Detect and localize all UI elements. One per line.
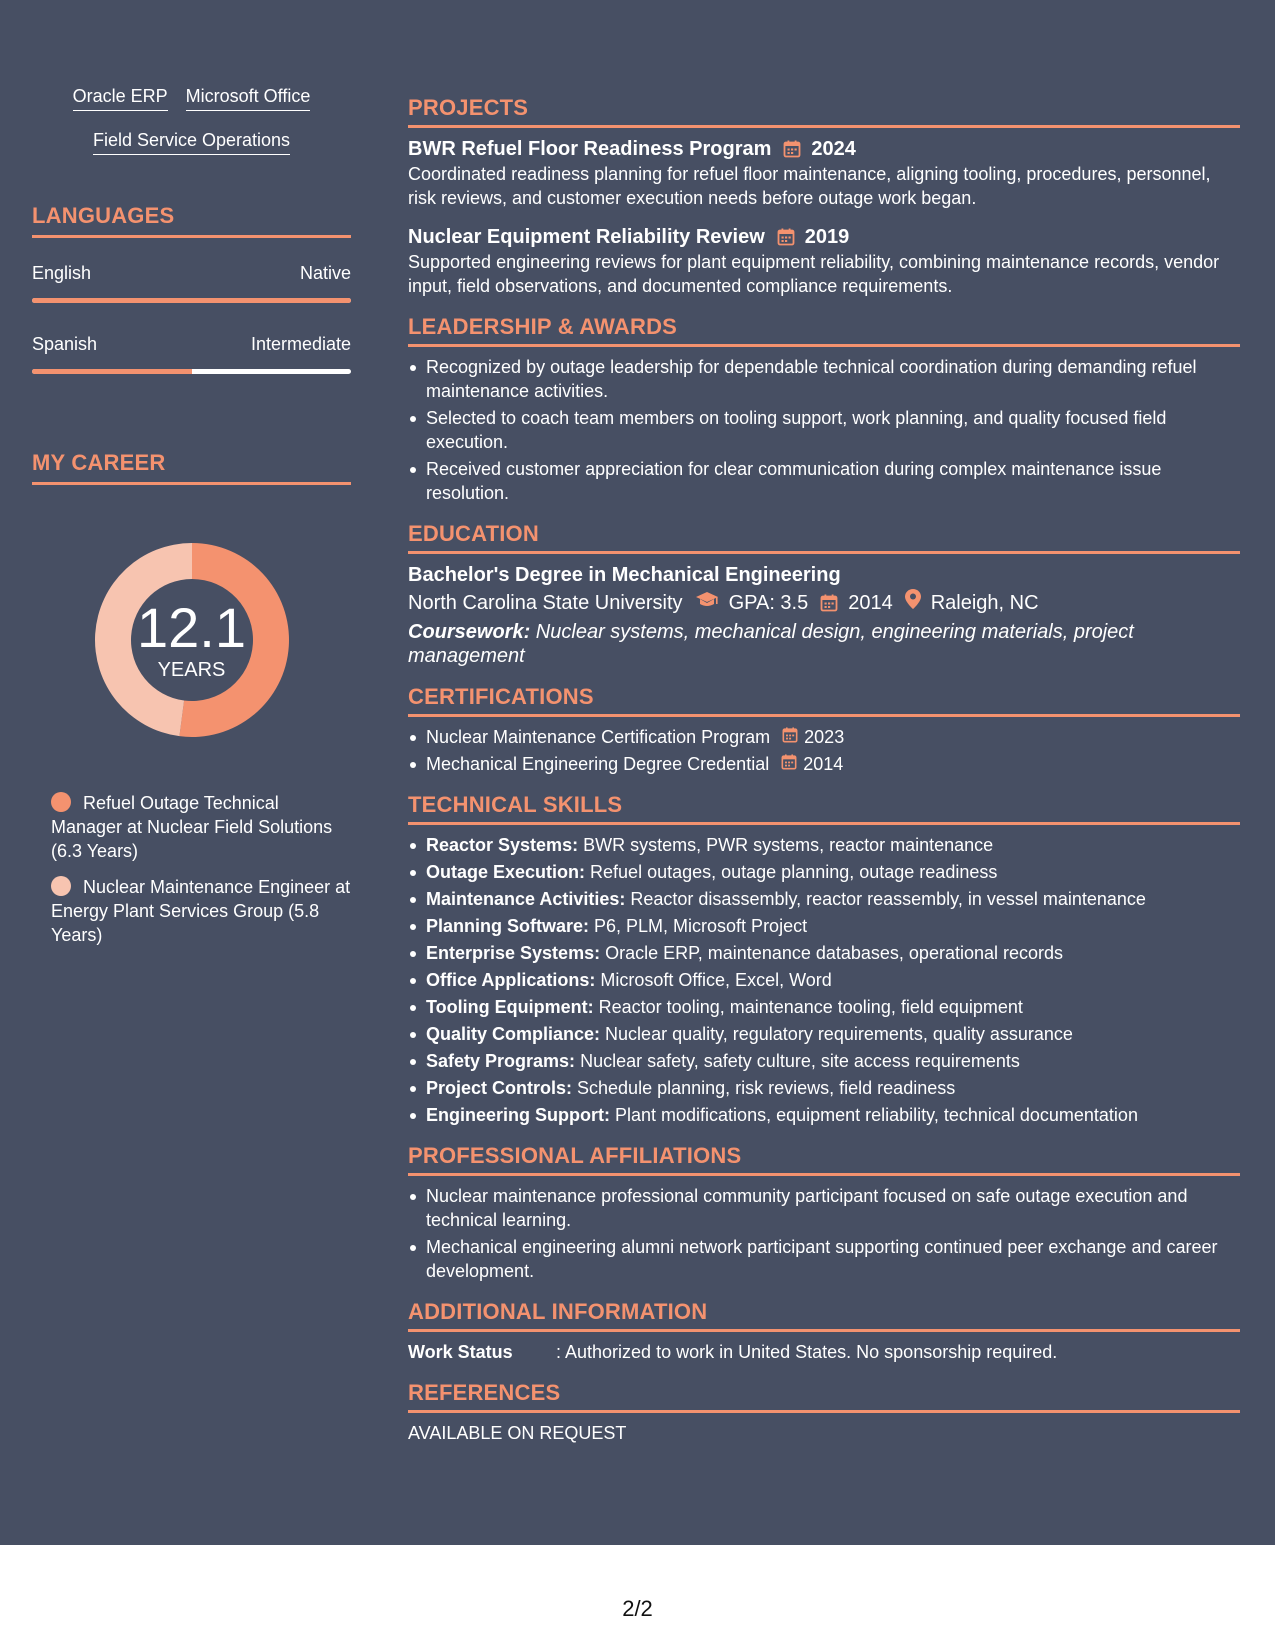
- education-year: 2014: [848, 592, 893, 614]
- calendar-icon: [777, 228, 795, 246]
- education-heading: EDUCATION: [408, 521, 1240, 554]
- career-legend-item: [32, 875, 351, 947]
- education-degree: Bachelor's Degree in Mechanical Engineering: [408, 564, 841, 586]
- skill-item: [408, 968, 1240, 992]
- info-value: : Authorized to work in United States. No sponsorship required.: [556, 1342, 1058, 1362]
- certifications-heading: CERTIFICATIONS: [408, 684, 1240, 717]
- skill-label: Office Applications:: [426, 970, 596, 990]
- skill-tag: Oracle ERP: [73, 85, 168, 111]
- language-bar-fill: [32, 369, 192, 374]
- skill-label: Outage Execution:: [426, 862, 586, 882]
- legend-dot-icon: [51, 876, 71, 896]
- skill-label: Project Controls:: [426, 1078, 573, 1098]
- project-title: Nuclear Equipment Reliability Review: [408, 226, 765, 248]
- education-coursework: [408, 620, 1240, 668]
- skill-value: Refuel outages, outage planning, outage readiness: [585, 862, 998, 882]
- certification-name: Mechanical Engineering Degree Credential: [426, 754, 770, 774]
- references-heading: REFERENCES: [408, 1380, 1240, 1413]
- education-section: [408, 521, 1240, 668]
- graduation-cap-icon: [695, 588, 719, 618]
- language-name: English: [32, 263, 92, 283]
- legend-dot-icon: [51, 792, 71, 812]
- list-item: Nuclear maintenance professional community participant focused on safe outage execution and technical learning.: [408, 1184, 1240, 1232]
- language-item: [32, 333, 351, 374]
- career-role-label: Refuel Outage Technical Manager at Nuclear Field Solutions (6.3 Years): [51, 793, 333, 861]
- calendar-icon: [820, 594, 838, 612]
- education-location: Raleigh, NC: [930, 592, 1039, 614]
- skills-list: [408, 833, 1240, 1127]
- skill-item: [408, 1022, 1240, 1046]
- calendar-icon: [783, 140, 801, 158]
- languages-heading: LANGUAGES: [32, 203, 351, 238]
- skill-label: Maintenance Activities:: [426, 889, 626, 909]
- skill-label: Reactor Systems:: [426, 835, 579, 855]
- coursework-text: Nuclear systems, mechanical design, engineering materials, project management: [408, 621, 1134, 667]
- language-item: [32, 262, 351, 303]
- list-item: Mechanical engineering alumni network participant supporting continued peer exchange and career development.: [408, 1235, 1240, 1283]
- skill-item: [408, 1076, 1240, 1100]
- list-item: Recognized by outage leadership for dependable technical coordination during demanding refuel maintenance activities.: [408, 355, 1240, 403]
- affiliations-heading: PROFESSIONAL AFFILIATIONS: [408, 1143, 1240, 1176]
- main-content: [408, 95, 1240, 1461]
- skill-label: Planning Software:: [426, 916, 590, 936]
- projects-heading: PROJECTS: [408, 95, 1240, 128]
- project-title: BWR Refuel Floor Readiness Program: [408, 138, 772, 160]
- languages-section: [32, 203, 351, 374]
- certification-year: 2014: [803, 754, 844, 774]
- language-bar: [32, 298, 351, 303]
- project-description: Coordinated readiness planning for refuel floor maintenance, aligning tooling, procedures, personnel, risk reviews, and customer execution needs before outage work began.: [408, 164, 1211, 208]
- skill-tag: Field Service Operations: [93, 129, 290, 155]
- skill-item: [408, 914, 1240, 938]
- skill-tag: Microsoft Office: [186, 85, 311, 111]
- leadership-section: [408, 314, 1240, 505]
- skill-value: Reactor tooling, maintenance tooling, field equipment: [593, 997, 1023, 1017]
- skill-value: Microsoft Office, Excel, Word: [595, 970, 832, 990]
- career-role-label: Nuclear Maintenance Engineer at Energy Plant Services Group (5.8 Years): [51, 877, 351, 945]
- skill-item: [408, 995, 1240, 1019]
- list-item: Received customer appreciation for clear communication during complex maintenance issue resolution.: [408, 457, 1240, 505]
- additional-section: [408, 1299, 1240, 1364]
- skill-label: Tooling Equipment:: [426, 997, 594, 1017]
- project-year: 2024: [811, 138, 856, 160]
- skill-value: P6, PLM, Microsoft Project: [589, 916, 808, 936]
- skill-value: Schedule planning, risk reviews, field readiness: [572, 1078, 956, 1098]
- list-item: Selected to coach team members on tooling support, work planning, and quality focused field execution.: [408, 406, 1240, 454]
- skill-item: [408, 833, 1240, 857]
- skill-label: Enterprise Systems:: [426, 943, 601, 963]
- career-legend-item: [32, 791, 351, 863]
- certification-name: Nuclear Maintenance Certification Program: [426, 727, 771, 747]
- certification-year: 2023: [804, 727, 845, 747]
- skill-label: Engineering Support:: [426, 1105, 610, 1125]
- skill-label: Safety Programs:: [426, 1051, 576, 1071]
- skill-value: Nuclear quality, regulatory requirements, quality assurance: [600, 1024, 1073, 1044]
- language-level: Native: [299, 263, 351, 283]
- education-gpa: GPA: 3.5: [728, 592, 809, 614]
- career-heading: MY CAREER: [32, 450, 351, 485]
- certification-item: [408, 752, 1240, 776]
- career-legend: [32, 791, 351, 947]
- skill-value: Plant modifications, equipment reliability, technical documentation: [610, 1105, 1138, 1125]
- info-key: Work Status: [408, 1342, 513, 1362]
- career-donut: [77, 525, 307, 755]
- page-number: 2/2: [622, 1596, 653, 1621]
- skill-value: BWR systems, PWR systems, reactor maintenance: [578, 835, 994, 855]
- references-text: AVAILABLE ON REQUEST: [408, 1423, 627, 1443]
- coursework-label: Coursework:: [408, 621, 531, 643]
- skill-tags: [32, 85, 351, 155]
- language-bar: [32, 369, 351, 374]
- leadership-heading: LEADERSHIP & AWARDS: [408, 314, 1240, 347]
- project-item: [408, 136, 1240, 210]
- certification-item: [408, 725, 1240, 749]
- skill-item: [408, 860, 1240, 884]
- location-pin-icon: [905, 588, 921, 618]
- skill-item: [408, 941, 1240, 965]
- language-level: Intermediate: [250, 334, 351, 354]
- skills-heading: TECHNICAL SKILLS: [408, 792, 1240, 825]
- references-section: [408, 1380, 1240, 1445]
- calendar-icon: [782, 727, 798, 743]
- skill-label: Quality Compliance:: [426, 1024, 601, 1044]
- language-bar-fill: [32, 298, 351, 303]
- project-item: [408, 224, 1240, 298]
- sidebar: [32, 85, 351, 959]
- education-school: North Carolina State University: [408, 592, 683, 614]
- skill-item: [408, 1049, 1240, 1073]
- skill-item: [408, 1103, 1240, 1127]
- skill-value: Reactor disassembly, reactor reassembly, in vessel maintenance: [625, 889, 1146, 909]
- career-total-value: 12.1: [137, 595, 246, 659]
- career-total-unit: YEARS: [157, 658, 226, 681]
- additional-heading: ADDITIONAL INFORMATION: [408, 1299, 1240, 1332]
- project-year: 2019: [804, 226, 850, 248]
- project-description: Supported engineering reviews for plant equipment reliability, combining maintenance records, vendor input, field observations, and documented compliance requirements.: [408, 252, 1220, 296]
- skill-item: [408, 887, 1240, 911]
- skills-section: [408, 792, 1240, 1127]
- skill-value: Oracle ERP, maintenance databases, operational records: [600, 943, 1064, 963]
- skill-value: Nuclear safety, safety culture, site access requirements: [575, 1051, 1020, 1071]
- calendar-icon: [781, 754, 797, 770]
- affiliations-section: [408, 1143, 1240, 1283]
- certifications-section: [408, 684, 1240, 776]
- projects-section: [408, 95, 1240, 298]
- career-section: [32, 450, 351, 947]
- language-name: Spanish: [32, 334, 98, 354]
